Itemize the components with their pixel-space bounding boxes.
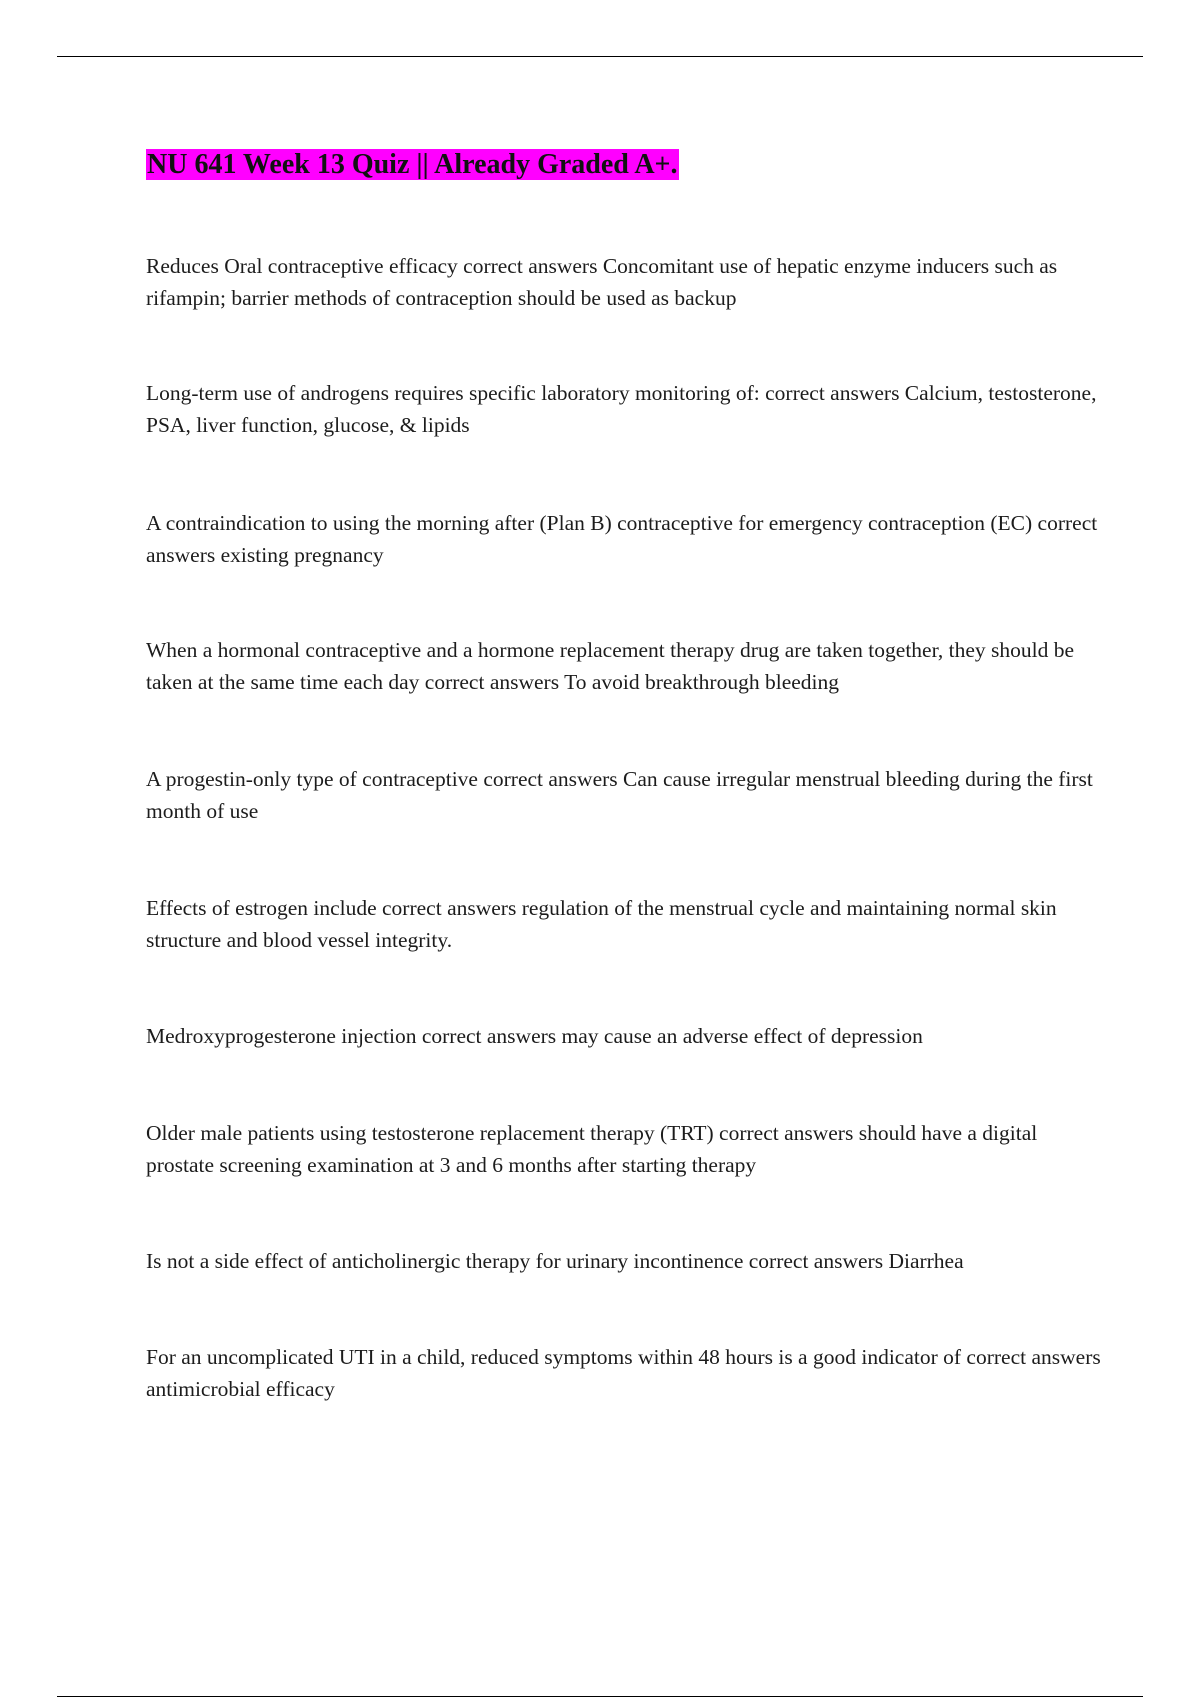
footer-rule — [57, 1696, 1143, 1697]
qa-entry-6: Effects of estrogen include correct answers regulation of the menstrual cycle and maintaining normal skin structure and blood vessel integrity. — [146, 896, 1057, 952]
qa-entry-10: For an uncomplicated UTI in a child, reduced symptoms within 48 hours is a good indicator of correct answers antimicrobial efficacy — [146, 1345, 1101, 1401]
header-rule — [57, 56, 1143, 57]
qa-entry-7: Medroxyprogesterone injection correct answers may cause an adverse effect of depression — [146, 1024, 923, 1048]
qa-entry-9: Is not a side effect of anticholinergic therapy for urinary incontinence correct answers Diarrhea — [146, 1249, 964, 1273]
qa-entry-2: Long-term use of androgens requires specific laboratory monitoring of: correct answers Calcium, testosterone, PSA, liver function, glucose, & lipids — [146, 381, 1097, 437]
qa-entry-5: A progestin-only type of contraceptive correct answers Can cause irregular menstrual bleeding during the first month of use — [146, 767, 1093, 823]
qa-entry-8: Older male patients using testosterone replacement therapy (TRT) correct answers should have a digital prostate screening examination at 3 and 6 months after starting therapy — [146, 1121, 1038, 1177]
qa-entry-3: A contraindication to using the morning after (Plan B) contraceptive for emergency contraception (EC) correct answers existing pregnancy — [146, 511, 1098, 567]
qa-entry-1: Reduces Oral contraceptive efficacy correct answers Concomitant use of hepatic enzyme inducers such as rifampin; barrier methods of contraception should be used as backup — [146, 254, 1058, 310]
qa-entry-4: When a hormonal contraceptive and a hormone replacement therapy drug are taken together, they should be taken at the same time each day correct answers To avoid breakthrough bleeding — [146, 638, 1075, 694]
document-title — [146, 147, 679, 183]
title-highlight: NU 641 Week 13 Quiz || Already Graded A+. — [147, 149, 678, 180]
